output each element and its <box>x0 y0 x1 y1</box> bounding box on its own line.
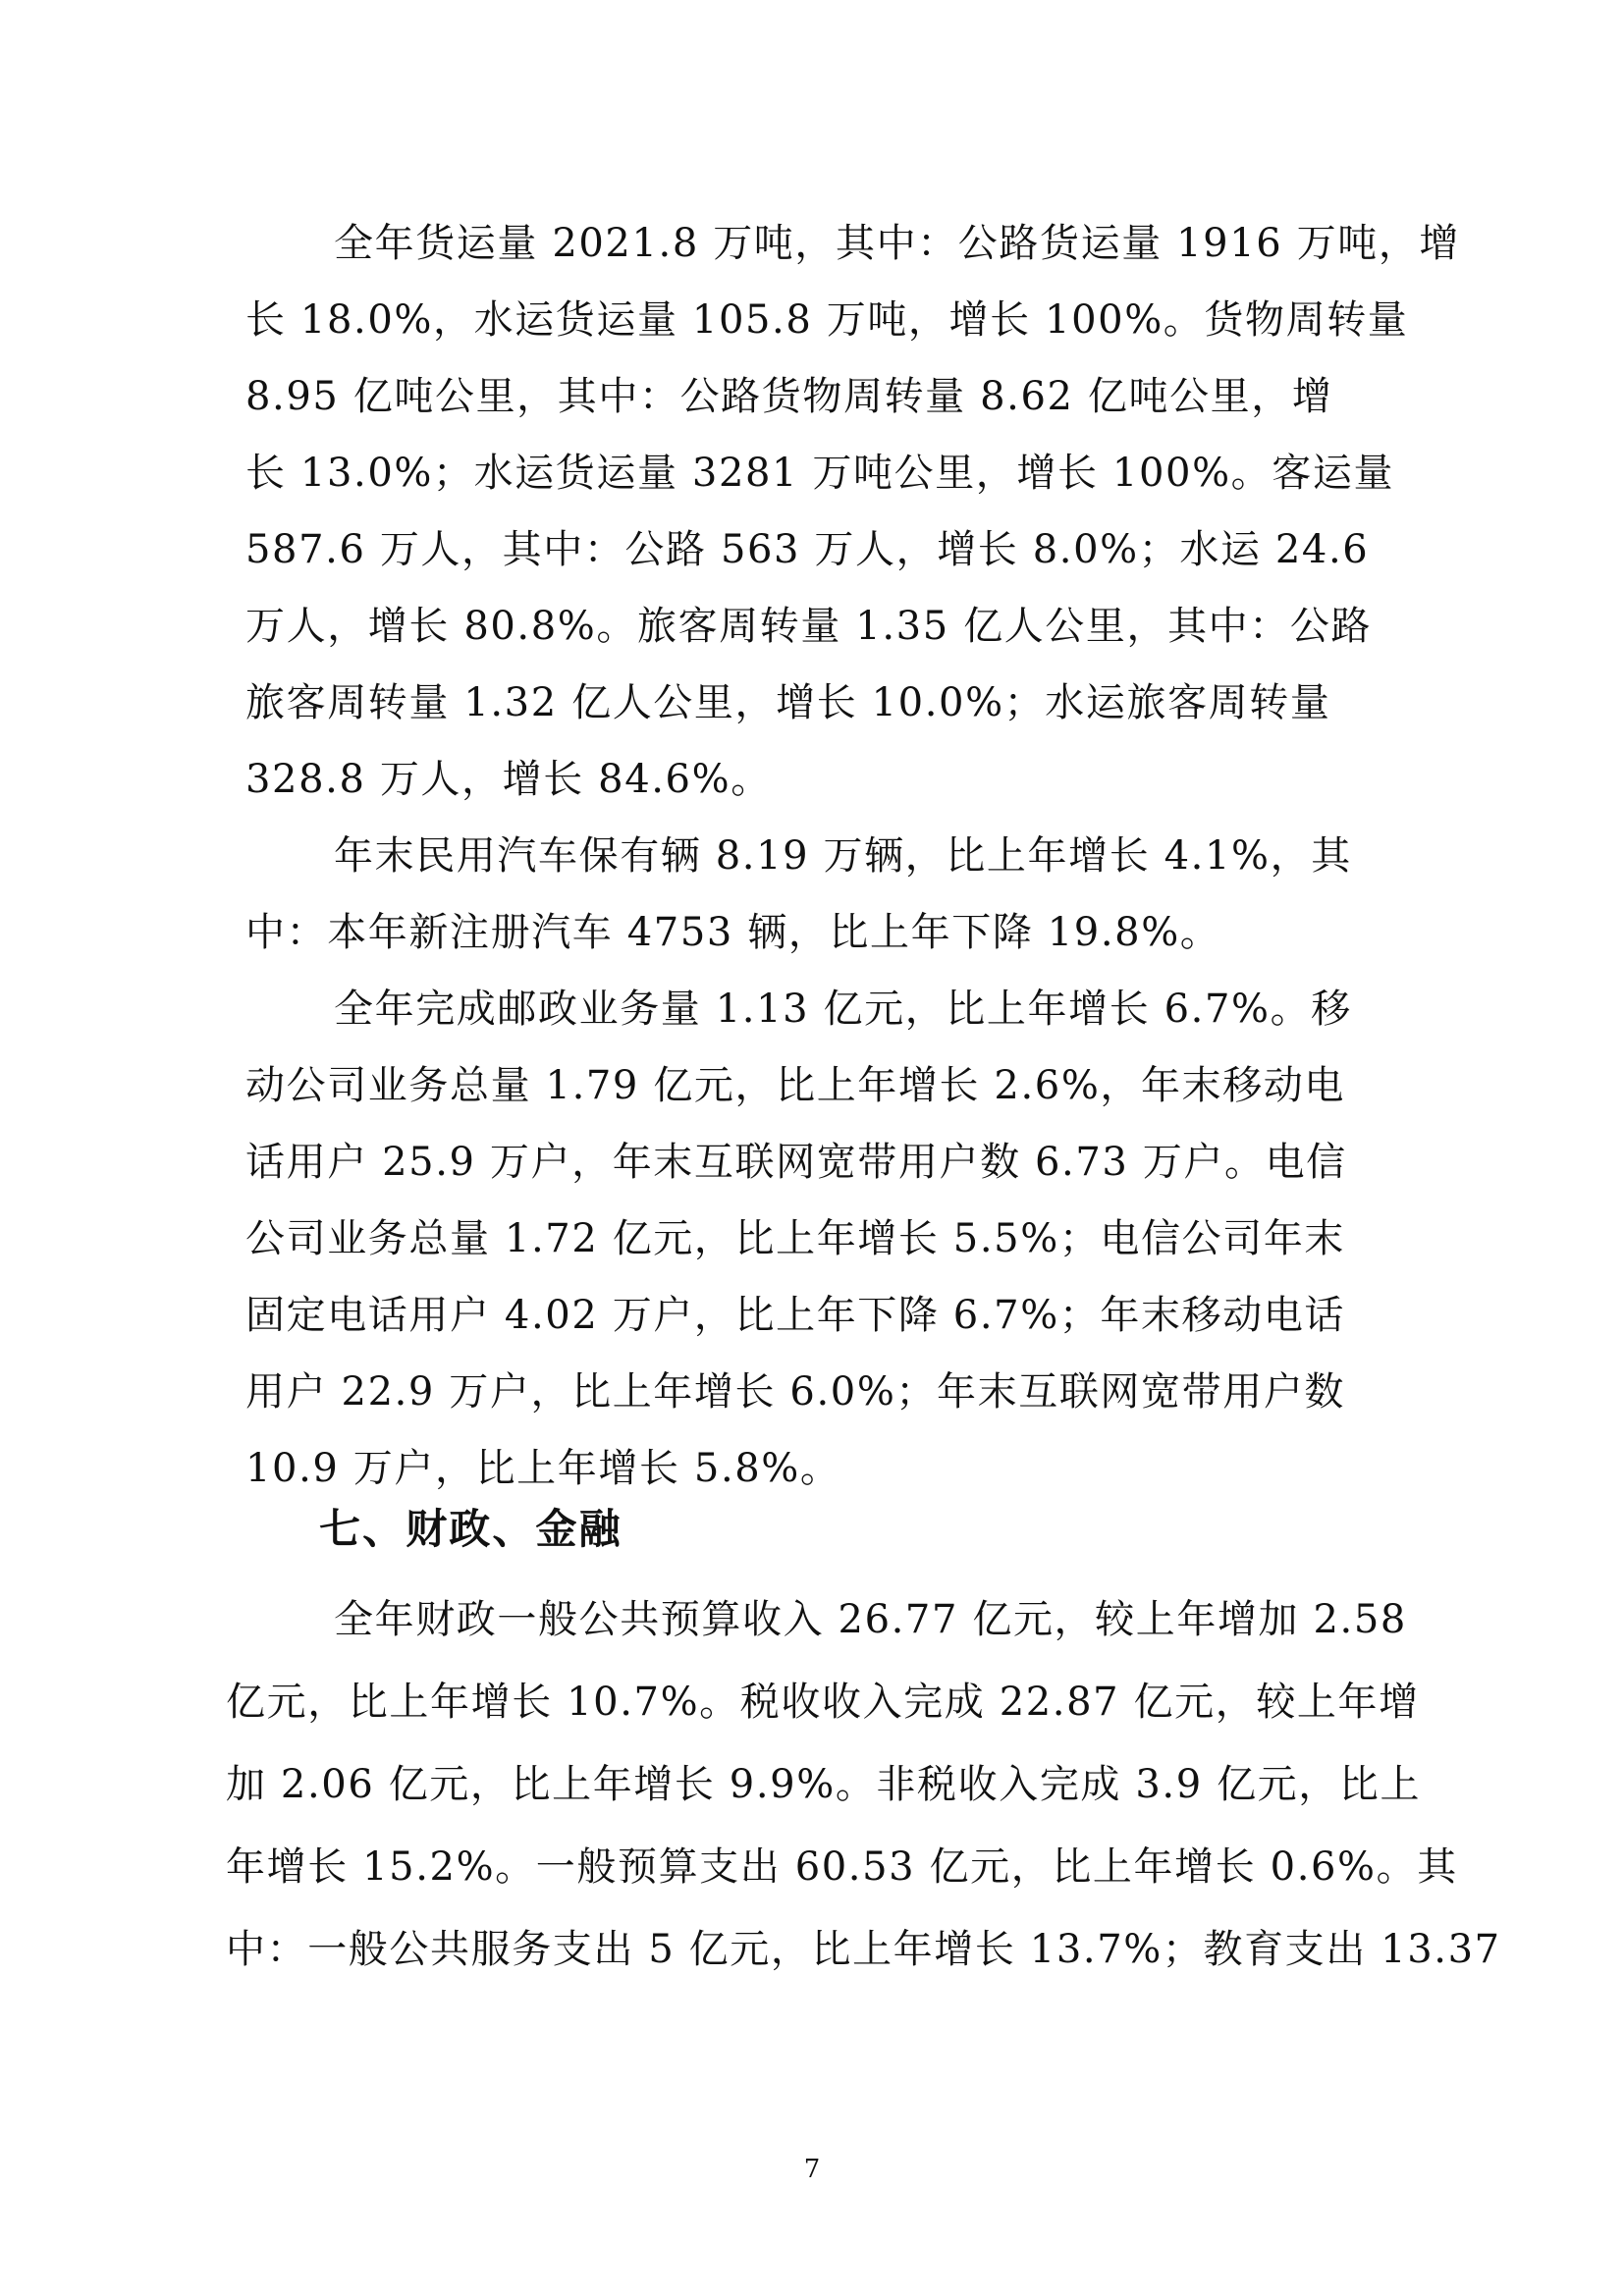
text-line: 动公司业务总量 1.79 亿元，比上年增长 2.6%，年末移动电 <box>245 1063 1346 1108</box>
text-line: 亿元，比上年增长 10.7%。税收收入完成 22.87 亿元，较上年增 <box>226 1680 1420 1725</box>
text-line: 8.95 亿吨公里，其中：公路货物周转量 8.62 亿吨公里，增 <box>245 374 1333 419</box>
text-line: 328.8 万人，增长 84.6%。 <box>245 757 772 802</box>
text-line: 公司业务总量 1.72 亿元，比上年增长 5.5%；电信公司年末 <box>245 1216 1346 1261</box>
text-line: 全年完成邮政业务量 1.13 亿元，比上年增长 6.7%。移 <box>334 987 1352 1032</box>
text-line: 中：一般公共服务支出 5 亿元，比上年增长 13.7%；教育支出 13.37 <box>226 1927 1501 1972</box>
text-line: 年末民用汽车保有辆 8.19 万辆，比上年增长 4.1%，其 <box>334 833 1352 879</box>
text-line: 旅客周转量 1.32 亿人公里，增长 10.0%；水运旅客周转量 <box>245 680 1331 725</box>
page-number: 7 <box>803 2155 821 2184</box>
text-line: 长 13.0%；水运货运量 3281 万吨公里，增长 100%。客运量 <box>245 451 1395 496</box>
text-line: 年增长 15.2%。一般预算支出 60.53 亿元，比上年增长 0.6%。其 <box>226 1844 1458 1890</box>
text-line: 加 2.06 亿元，比上年增长 9.9%。非税收入完成 3.9 亿元，比上 <box>226 1762 1422 1807</box>
text-line: 用户 22.9 万户，比上年增长 6.0%；年末互联网宽带用户数 <box>245 1369 1346 1415</box>
text-line: 10.9 万户，比上年增长 5.8%。 <box>245 1446 841 1491</box>
text-line: 全年货运量 2021.8 万吨，其中：公路货运量 1916 万吨，增 <box>334 221 1461 266</box>
text-line: 587.6 万人，其中：公路 563 万人，增长 8.0%；水运 24.6 <box>245 527 1370 572</box>
text-line: 长 18.0%，水运货运量 105.8 万吨，增长 100%。货物周转量 <box>245 297 1409 343</box>
text-line: 中：本年新注册汽车 4753 辆，比上年下降 19.8%。 <box>245 910 1221 955</box>
text-line: 固定电话用户 4.02 万户，比上年下降 6.7%；年末移动电话 <box>245 1293 1346 1338</box>
section-heading: 七、财政、金融 <box>319 1505 623 1553</box>
text-line: 全年财政一般公共预算收入 26.77 亿元，较上年增加 2.58 <box>334 1597 1407 1642</box>
text-line: 话用户 25.9 万户，年末互联网宽带用户数 6.73 万户。电信 <box>245 1140 1347 1185</box>
text-line: 万人，增长 80.8%。旅客周转量 1.35 亿人公里，其中：公路 <box>245 604 1373 649</box>
